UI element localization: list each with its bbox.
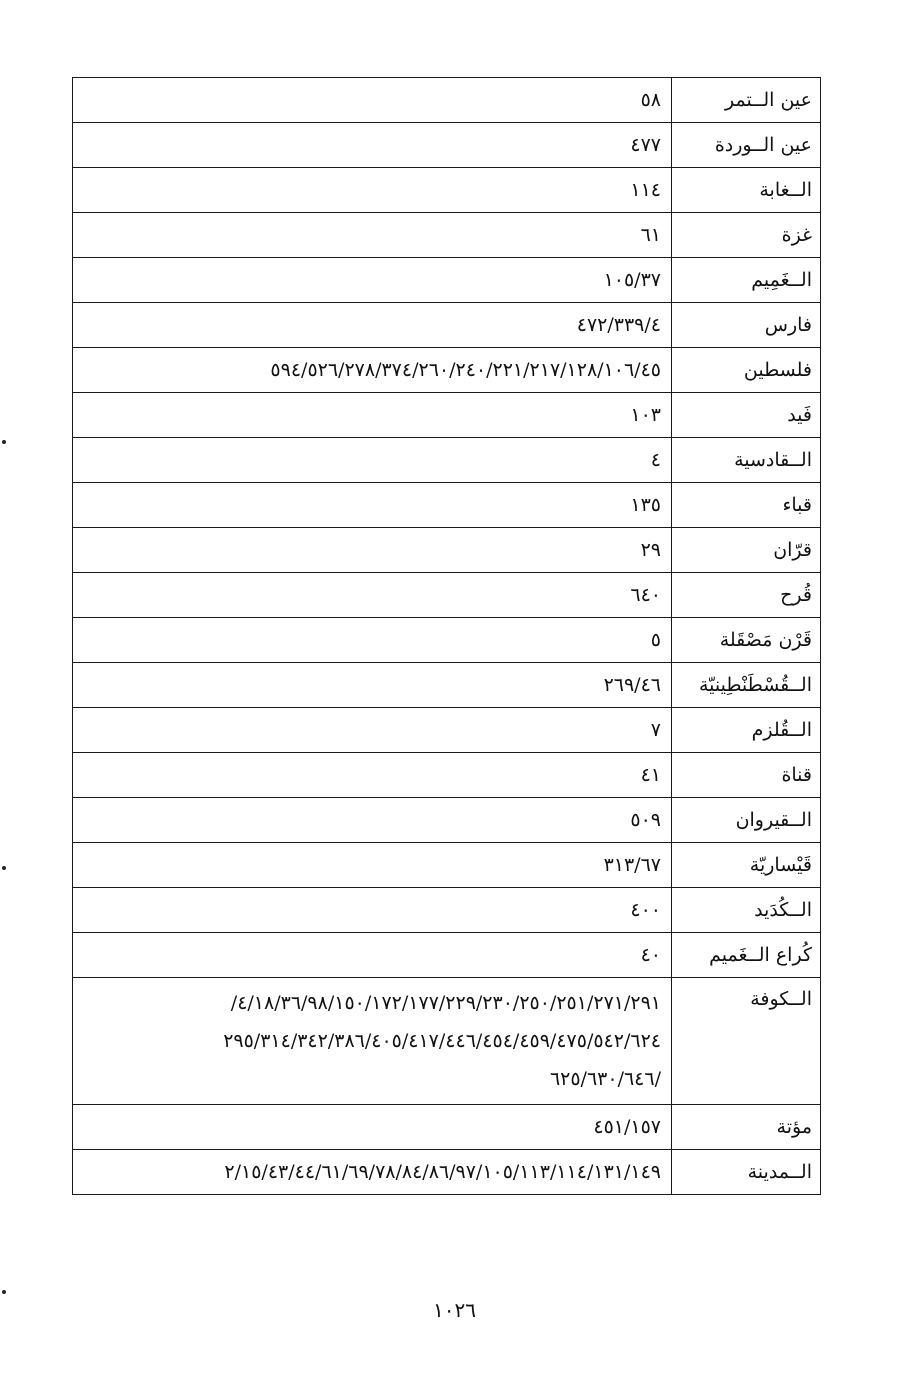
page-references: ٢٦٩/٤٦ <box>73 663 672 708</box>
page-references-line: ٤/١٨/٣٦/٩٨/١٥٠/١٧٢/١٧٧/٢٢٩/٢٣٠/٢٥٠/٢٥١/٢٧١/٢٩١/ <box>230 992 661 1014</box>
table-row <box>73 213 821 258</box>
page-references: ٤٥١/١٥٧ <box>73 1105 672 1150</box>
page-references: ٧ <box>73 708 672 753</box>
place-name: قَرْن مَصْقَلة <box>672 618 821 663</box>
table-row <box>73 933 821 978</box>
place-name: مؤتة <box>672 1105 821 1150</box>
table-row <box>73 528 821 573</box>
table-row <box>73 708 821 753</box>
table-row <box>73 393 821 438</box>
page-references: ٥٠٩ <box>73 798 672 843</box>
page-references: ٤ <box>73 438 672 483</box>
page-references: ٤٠ <box>73 933 672 978</box>
place-name: قُرح <box>672 573 821 618</box>
place-name: الــقُلزم <box>672 708 821 753</box>
table-row <box>73 663 821 708</box>
place-name: الــكوفة <box>672 978 821 1105</box>
table-row <box>73 483 821 528</box>
place-index-body <box>73 78 821 978</box>
table-row <box>73 798 821 843</box>
table-row <box>73 888 821 933</box>
table-row <box>73 843 821 888</box>
page-references: ٢/١٥/٤٣/٤٤/٦١/٦٩/٧٨/٨٤/٨٦/٩٧/١٠٥/١١٣/١١٤/١٣١/١٤٩ <box>73 1150 672 1195</box>
place-name: فارس <box>672 303 821 348</box>
place-name: الــقيروان <box>672 798 821 843</box>
page-references: ٦٤٠ <box>73 573 672 618</box>
page-references: ٣١٣/٦٧ <box>73 843 672 888</box>
page-references: ١٠٥/٣٧ <box>73 258 672 303</box>
page-references: ١١٤ <box>73 168 672 213</box>
table-row <box>73 618 821 663</box>
place-name: الــمدينة <box>672 1150 821 1195</box>
place-name: فلسطين <box>672 348 821 393</box>
place-name: الــقُسْطَنْطِينيّة <box>672 663 821 708</box>
place-index-table <box>72 77 821 1195</box>
page-references: ٤٠٠ <box>73 888 672 933</box>
page-references-line: ٢٩٥/٣١٤/٣٤٢/٣٨٦/٤٠٥/٤١٧/٤٤٦/٤٥٤/٤٥٩/٤٧٥/٥٤٢/٦٢٤ <box>223 1030 661 1052</box>
table-row <box>73 78 821 123</box>
page-references-line: /٦٢٥/٦٣٠/٦٤٦ <box>549 1068 661 1090</box>
page-references: ١٠٣ <box>73 393 672 438</box>
table-row-kufa <box>73 978 821 1105</box>
table-row <box>73 168 821 213</box>
place-name: الــكُدَيد <box>672 888 821 933</box>
place-name: فَيد <box>672 393 821 438</box>
place-name: قَيْساريّة <box>672 843 821 888</box>
table-row-muta <box>73 1105 821 1150</box>
place-name: غزة <box>672 213 821 258</box>
place-name: قناة <box>672 753 821 798</box>
page-references: ٤١ <box>73 753 672 798</box>
table-row <box>73 438 821 483</box>
place-name: عين الــتمر <box>672 78 821 123</box>
place-index-tail <box>73 978 821 1195</box>
table-row-madina <box>73 1150 821 1195</box>
place-name: الــغَمِيم <box>672 258 821 303</box>
table-row <box>73 258 821 303</box>
table-row <box>73 123 821 168</box>
page-references: ٤٧٢/٣٣٩/٤ <box>73 303 672 348</box>
page-references: ٥٨ <box>73 78 672 123</box>
page-references: ٥٩٤/٥٢٦/٢٧٨/٣٧٤/٢٦٠/٢٤٠/٢٢١/٢١٧/١٢٨/١٠٦/٤٥ <box>73 348 672 393</box>
place-name: عين الــوردة <box>672 123 821 168</box>
page-references: ٦١ <box>73 213 672 258</box>
scan-speck <box>2 866 6 870</box>
place-name: قباء <box>672 483 821 528</box>
table-row <box>73 348 821 393</box>
table-row <box>73 573 821 618</box>
page-references: ٢٩ <box>73 528 672 573</box>
page-references: ٥ <box>73 618 672 663</box>
page-references: ١٣٥ <box>73 483 672 528</box>
scan-speck <box>2 440 6 444</box>
place-name: الــغابة <box>672 168 821 213</box>
table-row <box>73 753 821 798</box>
table-row <box>73 303 821 348</box>
page-number: ١٠٢٦ <box>433 1298 476 1322</box>
page-references: ٤٧٧ <box>73 123 672 168</box>
scan-speck <box>2 1290 6 1294</box>
place-name: قرّان <box>672 528 821 573</box>
place-name: الــقادسية <box>672 438 821 483</box>
place-name: كُراع الــغَميم <box>672 933 821 978</box>
page-references <box>73 978 672 1105</box>
